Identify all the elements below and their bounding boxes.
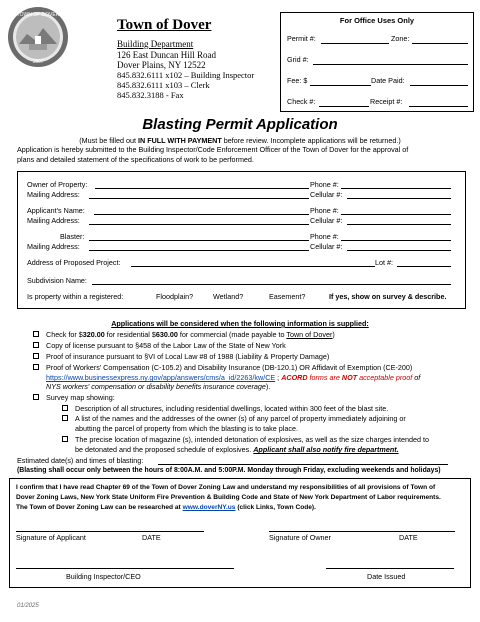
wetland-option[interactable]: Wetland?: [213, 292, 244, 301]
owner-signature-label: Signature of Owner: [269, 533, 331, 542]
inspector-label: Building Inspector/CEO: [66, 572, 141, 581]
applicant-phone-label: Phone #:: [310, 206, 339, 215]
phone-building-inspector: 845.832.6111 x102 – Building Inspector: [117, 70, 255, 80]
check-number-field[interactable]: [319, 106, 369, 107]
req-magazine-l1: The precise location of magazine (s), intended detonation of explosives, as well as the size charges intended to: [75, 435, 429, 444]
office-box-title: For Office Uses Only: [339, 16, 415, 25]
estimated-dates-field[interactable]: [158, 464, 448, 465]
date-paid-field[interactable]: [410, 85, 468, 86]
owner-mailing-label: Mailing Address:: [27, 190, 80, 199]
lot-field[interactable]: [397, 266, 451, 267]
inspector-signature-line[interactable]: [16, 568, 234, 569]
owner-phone-label: Phone #:: [310, 180, 339, 189]
survey-note: If yes, show on survey & describe.: [329, 292, 447, 301]
date-issued-label: Date Issued: [367, 572, 406, 581]
blaster-field[interactable]: [89, 240, 309, 241]
applicant-signature-line[interactable]: [16, 531, 204, 532]
grid-label: Grid #:: [287, 55, 309, 64]
checkbox-adjoining-owners[interactable]: [62, 415, 68, 421]
req-workers-comp-line3: NYS workers' compensation or disability benefits insurance coverage).: [46, 382, 271, 391]
checkbox-insurance[interactable]: [33, 353, 39, 359]
req-survey-map: Survey map showing:: [46, 393, 115, 402]
blaster-phone-label: Phone #:: [310, 232, 339, 241]
lot-label: Lot #:: [375, 258, 393, 267]
receipt-label: Receipt #:: [370, 97, 403, 106]
owner-label: Owner of Property:: [27, 180, 88, 189]
req-adjoining-owners-l2: abutting the parcel of property from which the blasting is to take place.: [75, 424, 298, 433]
req-magazine-l2: be detonated and the proposed schedule of explosives. Applicant shall also notify fire department.: [75, 445, 399, 454]
address-line-1: 126 East Duncan Hill Road: [117, 50, 216, 60]
req-structures: Description of all structures, including residential dwellings, located within 300 feet of the blast site.: [75, 404, 389, 413]
intro-line-2: Application is hereby submitted to the Building Inspector/Code Enforcement Officer of the Town of Dover for the approval of: [17, 145, 409, 154]
fee-field[interactable]: [310, 85, 371, 86]
checkbox-fee[interactable]: [33, 331, 39, 337]
date-issued-line[interactable]: [326, 568, 454, 569]
applicant-mailing-field[interactable]: [89, 224, 309, 225]
confirm-line-1: I confirm that I have read Chapter 69 of the Town of Dover Zoning Law and understand my responsibilities of all provisions of Town of: [16, 484, 436, 491]
blaster-label: Blaster:: [60, 232, 85, 241]
blaster-phone-field[interactable]: [341, 240, 451, 241]
town-title: Town of Dover: [117, 17, 212, 33]
applicant-date-label: DATE: [142, 533, 161, 542]
owner-date-label: DATE: [399, 533, 418, 542]
easement-option[interactable]: Easement?: [269, 292, 306, 301]
blasting-hours-note: (Blasting shall occur only between the hours of 8:00A.M. and 5:00P.M. Monday through Friday, excluding weekends and holidays): [17, 467, 441, 474]
dept-name: Building Department: [117, 39, 194, 49]
req-workers-comp: Proof of Workers' Compensation (C-105.2) and Disability Insurance (DB-120.1) OR Affidavit of Exemption (CE-200): [46, 363, 413, 372]
checkbox-survey-map[interactable]: [33, 394, 39, 400]
confirm-line-3: The Town of Dover Zoning Law can be researched at www.doverNY.us (click Links, Town Code).: [16, 504, 316, 511]
check-number-label: Check #:: [287, 97, 316, 106]
receipt-field[interactable]: [409, 106, 468, 107]
owner-cellular-field[interactable]: [347, 198, 451, 199]
owner-phone-field[interactable]: [341, 188, 451, 189]
checkbox-workers-comp[interactable]: [33, 364, 39, 370]
permit-field[interactable]: [321, 43, 389, 44]
owner-mailing-field[interactable]: [89, 198, 309, 199]
blaster-mailing-field[interactable]: [89, 250, 309, 251]
owner-signature-line[interactable]: [269, 531, 455, 532]
fax-number: 845.832.3188 - Fax: [117, 90, 184, 100]
applicant-mailing-label: Mailing Address:: [27, 216, 80, 225]
address-line-2: Dover Plains, NY 12522: [117, 60, 206, 70]
businessexpress-link[interactable]: https://www.businessexpress.ny.gov/app/answers/cms/a_id/2263/kw/CE: [46, 373, 276, 382]
checkbox-magazine[interactable]: [62, 436, 68, 442]
permit-label: Permit #:: [287, 34, 316, 43]
grid-field[interactable]: [313, 64, 468, 65]
zone-label: Zone:: [391, 34, 410, 43]
req-fee: Check for $320.00 for residential $630.00 for commercial (made payable to Town of Dover): [46, 330, 335, 339]
subdivision-label: Subdivision Name:: [27, 276, 87, 285]
zone-field[interactable]: [412, 43, 468, 44]
estimated-dates-label: Estimated date(s) and times of blasting:: [17, 456, 144, 465]
applicant-cellular-field[interactable]: [347, 224, 451, 225]
requirements-heading: Applications will be considered when the following information is supplied:: [111, 319, 369, 328]
checkbox-structures[interactable]: [62, 405, 68, 411]
floodplain-option[interactable]: Floodplain?: [156, 292, 194, 301]
blaster-cellular-label: Cellular #:: [310, 242, 343, 251]
seal-text-top: TOWN OF DOVER: [16, 12, 60, 18]
form-version: 01/2025: [17, 603, 39, 609]
applicant-name-field[interactable]: [94, 214, 309, 215]
office-use-box: [280, 12, 474, 112]
intro-line-1: (Must be filled out IN FULL WITH PAYMENT before review. Incomplete applications will be returned.): [79, 136, 401, 145]
town-seal: [7, 6, 69, 68]
req-adjoining-owners-l1: A list of the names and the addresses of the owner (s) of any parcel of property immediately adjoining or: [75, 414, 406, 423]
req-workers-comp-line2: https://www.businessexpress.ny.gov/app/answers/cms/a_id/2263/kw/CE ; ACORD forms are NOT acceptable proof of: [46, 373, 421, 382]
date-paid-label: Date Paid:: [371, 76, 405, 85]
dover-website-link[interactable]: www.doverNY.us: [182, 504, 236, 511]
applicant-name-label: Applicant’s Name:: [27, 206, 85, 215]
phone-clerk: 845.832.6111 x103 – Clerk: [117, 80, 210, 90]
applicant-signature-label: Signature of Applicant: [16, 533, 86, 542]
seal-text-year: 1807: [32, 59, 44, 65]
blaster-cellular-field[interactable]: [347, 250, 451, 251]
applicant-phone-field[interactable]: [341, 214, 451, 215]
subdivision-field[interactable]: [92, 284, 451, 285]
project-address-label: Address of Proposed Project:: [27, 258, 121, 267]
registered-label: Is property within a registered:: [27, 292, 124, 301]
blaster-mailing-label: Mailing Address:: [27, 242, 80, 251]
req-license: Copy of license pursuant to §458 of the Labor Law of the State of New York: [46, 341, 286, 350]
project-address-field[interactable]: [131, 266, 375, 267]
owner-field[interactable]: [95, 188, 309, 189]
form-title: Blasting Permit Application: [142, 116, 338, 133]
req-insurance: Proof of insurance pursuant to §VI of Local Law #8 of 1988 (Liability & Property Damage): [46, 352, 330, 361]
fee-label: Fee: $: [287, 76, 308, 85]
checkbox-license[interactable]: [33, 342, 39, 348]
applicant-cellular-label: Cellular #:: [310, 216, 343, 225]
intro-line-3: plans and detailed statement of the specifications of work to be performed.: [17, 155, 254, 164]
owner-cellular-label: Cellular #:: [310, 190, 343, 199]
confirm-line-2: Dover Zoning Laws, New York State Uniform Fire Prevention & Building Code and State of New York Department of Labor requirements.: [16, 494, 441, 501]
